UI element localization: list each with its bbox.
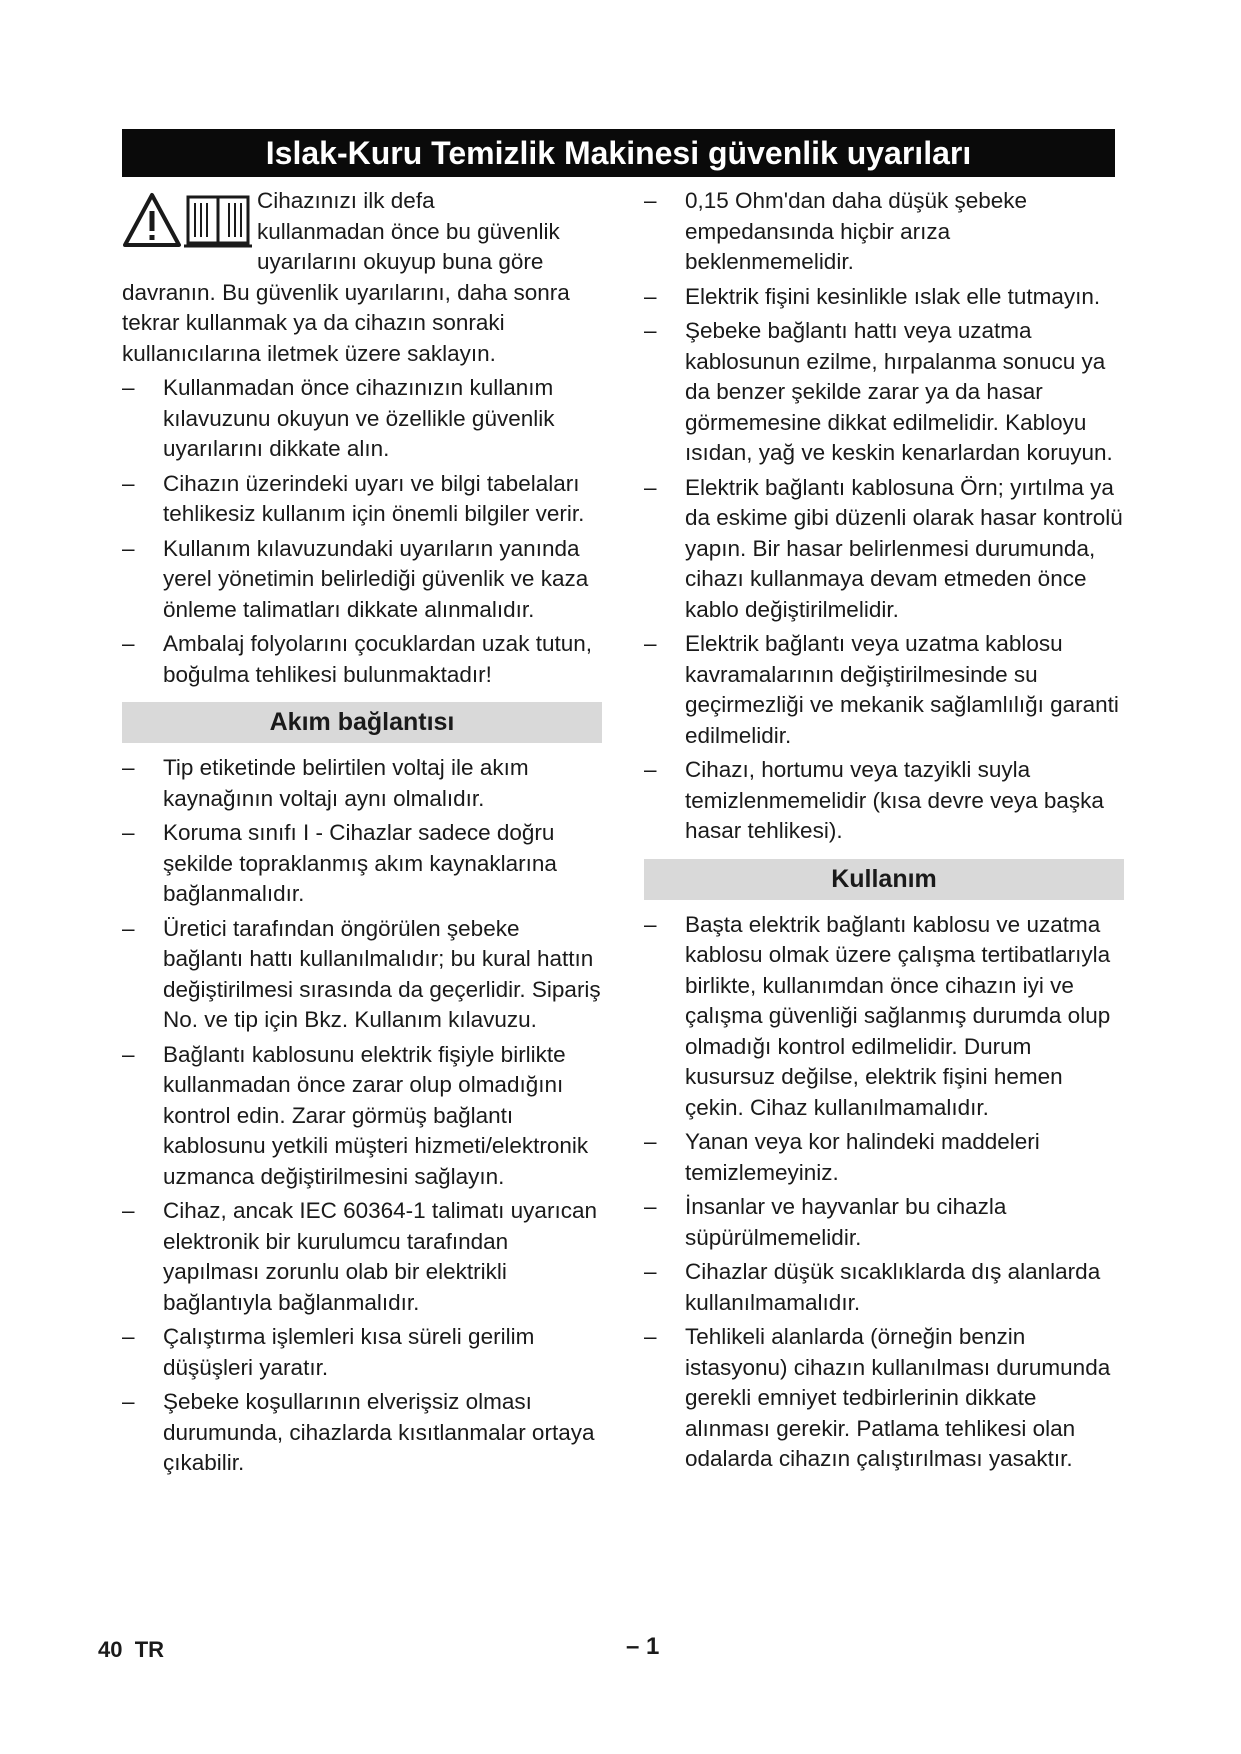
intro-rest: uyarılarını okuyup buna göre davranın. Bu güvenlik uyarılarını, daha sonra tekrar kullanmak ya da cihazın sonraki kullanıcılarına iletmek üzere saklayın. [122, 249, 570, 366]
list-item: – Yanan veya kor halindeki maddeleri temizlemeyiniz. [644, 1129, 1040, 1185]
open-book-icon [184, 197, 252, 246]
list-item: – Bağlantı kablosunu elektrik fişiyle birlikte kullanmadan önce zarar olup olmadığını kontrol edin. Zarar görmüş bağlantı kablosunu yetkili müşteri hizmeti/elektronik uzmanca değiştirilmesini sağlayın. [122, 1041, 589, 1189]
list-item: – Cihazı, hortumu veya tazyikli suyla temizlenmemelidir (kısa devre veya başka hasar tehlikesi). [644, 757, 1104, 843]
left-column [122, 186, 602, 1479]
center-page-mark: – 1 [626, 1633, 660, 1660]
warning-triangle-icon [125, 195, 179, 245]
list-item: – Çalıştırma işlemleri kısa süreli gerilim düşüşleri yaratır. [122, 1324, 535, 1380]
list-item: – İnsanlar ve hayvanlar bu cihazla süpürülmemelidir. [644, 1194, 1007, 1250]
section-heading-kullanim: Kullanım [644, 859, 1124, 900]
list-item: – 0,15 Ohm'dan daha düşük şebeke empedansında hiçbir arıza beklenmemelidir. [644, 188, 1028, 274]
warning-manual-icons [122, 191, 257, 251]
intro-first-line: Cihazınızı ilk defa [257, 188, 435, 213]
page-title: Islak-Kuru Temizlik Makinesi güvenlik uyarıları [122, 129, 1115, 177]
list-item: – Koruma sınıfı I - Cihazlar sadece doğru şekilde topraklanmış akım kaynaklarına bağlanmalıdır. [122, 820, 557, 906]
list-item: – Elektrik bağlantı kablosuna Örn; yırtılma ya da eskime gibi düzenli olarak hasar kontrolü yapın. Bir hasar belirlenmesi durumunda, cihazı kullanmaya devam etmeden önce kablo değiştirilmelidir. [644, 474, 1123, 622]
intro-second-line: kullanmadan önce bu güvenlik [257, 218, 560, 244]
list-item: – Şebeke koşullarının elverişsiz olması durumunda, cihazlarda kısıtlanmalar ortaya çıkabilir. [122, 1389, 595, 1475]
list-item: – Cihaz, ancak IEC 60364-1 talimatı uyarıcan elektronik bir kurulumcu tarafından yapılması zorunlu olab bir elektrikli bağlantıyla bağlanmalıdır. [122, 1198, 597, 1315]
intro [122, 186, 602, 369]
list-item: – Üretici tarafından öngörülen şebeke bağlantı hattı kullanılmalıdır; bu kural hattın değiştirilmesi sırasında da geçerlidir. Sipariş No. ve tip için Bkz. Kullanım kılavuzu. [122, 915, 601, 1032]
list-item: – Şebeke bağlantı hattı veya uzatma kablosunun ezilme, hırpalanma sonucu ya da benzer şekilde zarar ya da hasar görmemesine dikkat edilmelidir. Kabloyu ısıdan, yağ ve keskin kenarlardan koruyun. [644, 318, 1113, 465]
list-item: – Elektrik bağlantı veya uzatma kablosu kavramalarının değiştirilmesinde su geçirmezliği ve mekanik sağlamlılığı garanti edilmelidir. [644, 631, 1119, 748]
right-column [644, 186, 1124, 1475]
list-item: – Ambalaj folyolarını çocuklardan uzak tutun, boğulma tehlikesi bulunmaktadır! [122, 631, 592, 687]
section-heading-akim: Akım bağlantısı [122, 702, 602, 743]
list-item: – Kullanım kılavuzundaki uyarıların yanında yerel yönetimin belirlediği güvenlik ve kaza önleme talimatları dikkate alınmalıdır. [122, 535, 589, 622]
list-item: – Kullanmadan önce cihazınızın kullanım kılavuzunu okuyun ve özellikle güvenlik uyarılarını dikkate alın. [122, 375, 555, 461]
list-item: – Elektrik fişini kesinlikle ıslak elle tutmayın. [644, 283, 1101, 309]
page-number-lang: 40 TR [98, 1637, 165, 1662]
list-item: – Başta elektrik bağlantı kablosu ve uzatma kablosu olmak üzere çalışma tertibatlarıyla birlikte, kullanımdan önce cihazın iyi ve çalışma güvenliği sağlanmış durumda olup olmadığı kontrol edilmelidir. Durum kusursuz değilse, elektrik fişini hemen çekin. Cihaz kullanılmamalıdır. [644, 911, 1111, 1120]
list-item: – Tip etiketinde belirtilen voltaj ile akım kaynağının voltajı aynı olmalıdır. [122, 755, 529, 811]
list-item: – Cihazlar düşük sıcaklıklarda dış alanlarda kullanılmamalıdır. [644, 1259, 1101, 1315]
list-item: – Cihazın üzerindeki uyarı ve bilgi tabelaları tehlikesiz kullanım için önemli bilgiler verir. [122, 470, 585, 526]
list-item: – Tehlikeli alanlarda (örneğin benzin istasyonu) cihazın kullanılması durumunda gerekli emniyet tedbirlerinin dikkate alınması gerekir. Patlama tehlikesi olan odalarda cihazın çalıştırılması yasaktır. [644, 1324, 1111, 1471]
